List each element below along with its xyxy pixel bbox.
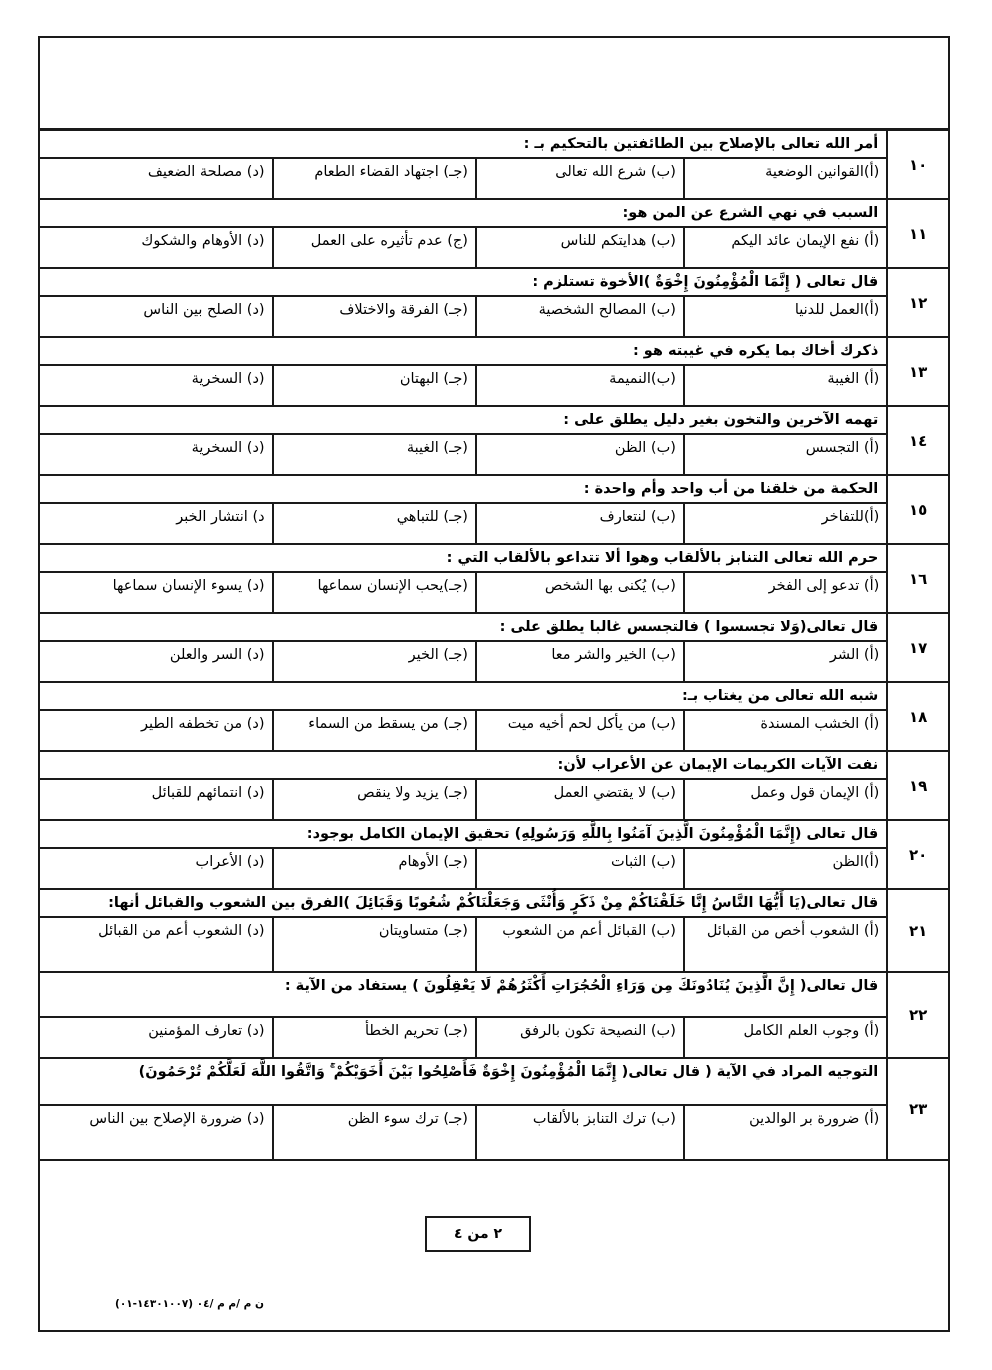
question-block (40, 821, 948, 890)
question-text: شبه الله تعالى من يغتاب بـ: (40, 683, 886, 711)
page-frame (38, 36, 950, 1332)
option-d: (د) السخرية (191, 440, 265, 457)
option-d: (د) يسوء الإنسان سماعها (112, 578, 265, 595)
question-number: ١٢ (886, 269, 948, 336)
questions-table (40, 131, 948, 1161)
question-text: حرم الله تعالى التنابز بالألقاب وهوا ألا تتداعو بالألقاب التي : (40, 545, 886, 573)
question-block (40, 131, 948, 200)
option-d: د) انتشار الخبر (176, 509, 265, 526)
option-c: (جـ) اجتهاد القضاء الطعام (272, 159, 475, 198)
question-number: ٢١ (886, 890, 948, 971)
question-text: السبب في نهي الشرع عن المن هو: (40, 200, 886, 228)
option-d: (د) انتمائهم للقبائل (151, 785, 265, 802)
option-c: (جـ) ترك سوء الظن (272, 1106, 475, 1159)
option-b: (ب) هدايتكم للناس (475, 228, 683, 267)
option-a: (أ) نفع الإيمان عائد اليكم (683, 228, 886, 267)
option-b: (ب) ترك التنابز بالألقاب (475, 1106, 683, 1159)
footer-code: ن م /م م /٠٤ (١٤٣٠١٠٠٧-٠١) (115, 1298, 264, 1310)
header-box (40, 38, 948, 131)
option-a: (أ) ضرورة بر الوالدين (683, 1106, 886, 1159)
option-b: (ب) لا يقتضي العمل (475, 780, 683, 819)
question-block (40, 890, 948, 973)
question-number: ٢٢ (886, 973, 948, 1057)
option-b: (ب) الظن (475, 435, 683, 474)
option-b: (ب) القبائل أعم من الشعوب (475, 918, 683, 971)
option-a: (أ) التجسس (683, 435, 886, 474)
option-b: (ب) لنتعارف (475, 504, 683, 543)
question-block (40, 269, 948, 338)
option-b: (ب) الثبات (475, 849, 683, 888)
page-number-label: ٢ من ٤ (453, 1226, 503, 1242)
option-b: (ب) المصالح الشخصية (475, 297, 683, 336)
option-a: (أ) وجوب العلم الكامل (683, 1018, 886, 1057)
option-c: (جـ) تحريم الخطأ (272, 1018, 475, 1057)
question-number: ١٩ (886, 752, 948, 819)
option-b: (ب) من يأكل لحم أخيه ميت (475, 711, 683, 750)
option-d: (د) الأوهام والشكوك (141, 233, 265, 250)
option-a: (أ)العمل للدنيا (683, 297, 886, 336)
option-b: (ب) النصيحة تكون بالرفق (475, 1018, 683, 1057)
option-c: (جـ) الفرقة والاختلاف (272, 297, 475, 336)
option-c: (جـ) يزيد ولا ينقص (272, 780, 475, 819)
question-number: ١٥ (886, 476, 948, 543)
question-text: قال تعالى(يَا أَيُّهَا النَّاسُ إِنَّا خَلَقْنَاكُمْ مِنْ ذَكَرٍ وَأُنْثَى وَجَعَلْنَاكُمْ شُعُوبًا وَقَبَائِلَ )الفرق بين الشعوب والقبائل أنها: (40, 890, 886, 918)
option-a: (أ)الظن (683, 849, 886, 888)
question-number: ٢٠ (886, 821, 948, 888)
option-a: (أ) الشر (683, 642, 886, 681)
question-text: نفت الآيات الكريمات الإيمان عن الأعراب لأن: (40, 752, 886, 780)
question-text: الحكمة من خلقنا من أب واحد وأم واحدة : (40, 476, 886, 504)
question-block (40, 338, 948, 407)
question-number: ١٨ (886, 683, 948, 750)
option-c: (جـ) البهتان (272, 366, 475, 405)
question-block (40, 752, 948, 821)
question-number: ١٤ (886, 407, 948, 474)
option-d: (د) تعارف المؤمنين (148, 1023, 265, 1040)
option-b: (ب) يُكنى بها الشخص (475, 573, 683, 612)
question-block (40, 407, 948, 476)
option-c: (جـ) متساويتان (272, 918, 475, 971)
question-block (40, 200, 948, 269)
option-d: (د) الشعوب أعم من القبائل (98, 923, 265, 940)
option-c: (ج) عدم تأثيره على العمل (272, 228, 475, 267)
question-block (40, 1059, 948, 1161)
question-text: قال تعالى (إِنَّمَا الْمُؤْمِنُونَ الَّذِينَ آمَنُوا بِاللَّهِ وَرَسُولِهِ) تحقيق الإيمان الكامل بوجود: (40, 821, 886, 849)
option-a: (أ) الإيمان قول وعمل (683, 780, 886, 819)
option-a: (أ)القوانين الوضعية (683, 159, 886, 198)
question-block (40, 545, 948, 614)
option-d: (د) ضرورة الإصلاح بين الناس (89, 1111, 265, 1128)
option-c: (جـ)يحب الإنسان سماعها (272, 573, 475, 612)
question-number: ١٠ (886, 131, 948, 198)
question-number: ٢٣ (886, 1059, 948, 1159)
option-b: (ب) الخير والشر معا (475, 642, 683, 681)
option-b: (ب)النميمة (475, 366, 683, 405)
option-a: (أ) الغيبة (683, 366, 886, 405)
question-block (40, 614, 948, 683)
option-d: (د) من تخطفه الطير (141, 716, 265, 733)
page-number-box (425, 1216, 531, 1252)
question-text: التوجيه المراد في الآية ( قال تعالى( إِنَّمَا الْمُؤْمِنُونَ إِخْوَةٌ فَأَصْلِحُوا بَيْنَ أَخَوَيْكُمْ ۚ وَاتَّقُوا اللَّهَ لَعَلَّكُمْ تُرْحَمُونَ) (40, 1059, 886, 1106)
question-block (40, 683, 948, 752)
question-text: قال تعالى( إِنَّ الَّذِينَ يُنَادُونَكَ مِن وَرَاءِ الْحُجُرَاتِ أَكْثَرُهُمْ لَا يَعْقِلُونَ ) يستفاد من الآية : (40, 973, 886, 1018)
option-c: (جـ) الأوهام (272, 849, 475, 888)
question-number: ١٦ (886, 545, 948, 612)
option-a: (أ) الشعوب أخص من القبائل (683, 918, 886, 971)
question-text: أمر الله تعالى بالإصلاح بين الطائفتين بالتحكيم بـ : (40, 131, 886, 159)
option-b: (ب) شرع الله تعالى (475, 159, 683, 198)
option-d: (د) الأعراب (195, 854, 265, 871)
question-block (40, 476, 948, 545)
option-c: (جـ) من يسقط من السماء (272, 711, 475, 750)
question-text: تهمه الآخرين والتخون بغير دليل يطلق على : (40, 407, 886, 435)
option-a: (أ) تدعو إلى الفخر (683, 573, 886, 612)
option-c: (جـ) الخير (272, 642, 475, 681)
question-number: ١٧ (886, 614, 948, 681)
question-number: ١١ (886, 200, 948, 267)
option-d: (د) الصلح بين الناس (143, 302, 265, 319)
question-text: قال تعالى(وَلا تجسسوا ) فالتجسس غالبا يطلق على : (40, 614, 886, 642)
question-text: ذكرك أخاك بما يكره في غيبته هو : (40, 338, 886, 366)
question-text: قال تعالى ( إِنَّمَا الْمُؤْمِنُونَ إِخْوَةٌ )الأخوة تستلزم : (40, 269, 886, 297)
question-number: ١٣ (886, 338, 948, 405)
option-a: (أ)للتفاخر (683, 504, 886, 543)
option-c: (جـ) للتباهي (272, 504, 475, 543)
question-block (40, 973, 948, 1059)
option-c: (جـ) الغيبة (272, 435, 475, 474)
option-d: (د) مصلحة الضعيف (147, 164, 265, 181)
option-d: (د) السر والعلن (169, 647, 265, 664)
option-d: (د) السخرية (191, 371, 265, 388)
option-a: (أ) الخشب المسندة (683, 711, 886, 750)
